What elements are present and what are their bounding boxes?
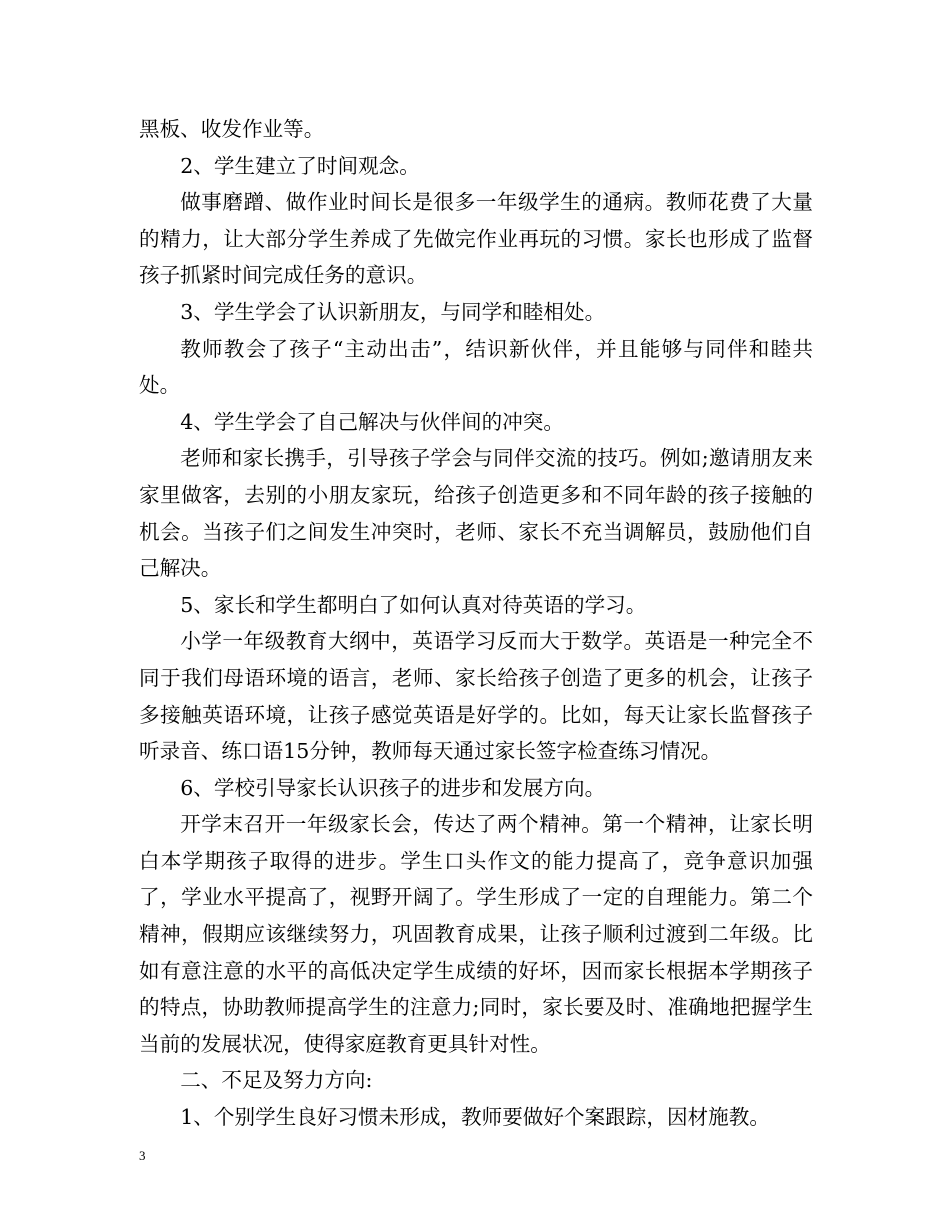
paragraph-1: 黑板、收发作业等。 (139, 117, 325, 141)
paragraph-3: 做事磨蹭、做作业时间长是很多一年级学生的通病。教师花费了大量的精力，让大部分学生养成了先做完作业再玩的习惯。家长也形成了监督孩子抓紧时间完成任务的意识。 (139, 190, 813, 288)
paragraph-7: 老师和家长携手，引导孩子学会与同伴交流的技巧。例如;邀请朋友来家里做客，去别的小朋友家玩，给孩子创造更多和不同年龄的孩子接触的机会。当孩子们之间发生冲突时，老师、家长不充当调解员，鼓励他们自己解决。 (139, 446, 813, 581)
paragraph-12: 二、不足及努力方向: (180, 1068, 373, 1093)
paragraph-5: 教师教会了孩子“主动出击”，结识新伙伴，并且能够与同伴和睦共处。 (139, 336, 813, 398)
paragraph-4: 3、学生学会了认识新朋友，与同学和睦相处。 (180, 299, 606, 324)
paragraph-9: 小学一年级教育大纲中，英语学习反而大于数学。英语是一种完全不同于我们母语环境的语言，老师、家长给孩子创造了更多的机会，让孩子多接触英语环境，让孩子感觉英语是好学的。比如，每天让家长监督孩子听录音、练口语15分钟，教师每天通过家长签字检查练习情况。 (139, 629, 813, 764)
page-number: 3 (139, 1148, 146, 1163)
paragraph-6: 4、学生学会了自己解决与伙伴间的冲突。 (180, 409, 564, 434)
paragraph-8: 5、家长和学生都明白了如何认真对待英语的学习。 (180, 592, 647, 617)
paragraph-2: 2、学生建立了时间观念。 (180, 153, 420, 178)
paragraph-10: 6、学校引导家长认识孩子的进步和发展方向。 (180, 775, 606, 800)
document-body (139, 111, 813, 1136)
paragraph-13: 1、个别学生良好习惯未形成，教师要做好个案跟踪，因材施教。 (180, 1105, 770, 1130)
paragraph-11: 开学末召开一年级家长会，传达了两个精神。第一个精神，让家长明白本学期孩子取得的进步。学生口头作文的能力提高了，竞争意识加强了，学业水平提高了，视野开阔了。学生形成了一定的自理能力。第二个精神，假期应该继续努力，巩固教育成果，让孩子顺利过渡到二年级。比如有意注意的水平的高低决定学生成绩的好坏，因而家长根据本学期孩子的特点，协助教师提高学生的注意力;同时，家长要及时、准确地把握学生当前的发展状况，使得家庭教育更具针对性。 (139, 812, 813, 1056)
